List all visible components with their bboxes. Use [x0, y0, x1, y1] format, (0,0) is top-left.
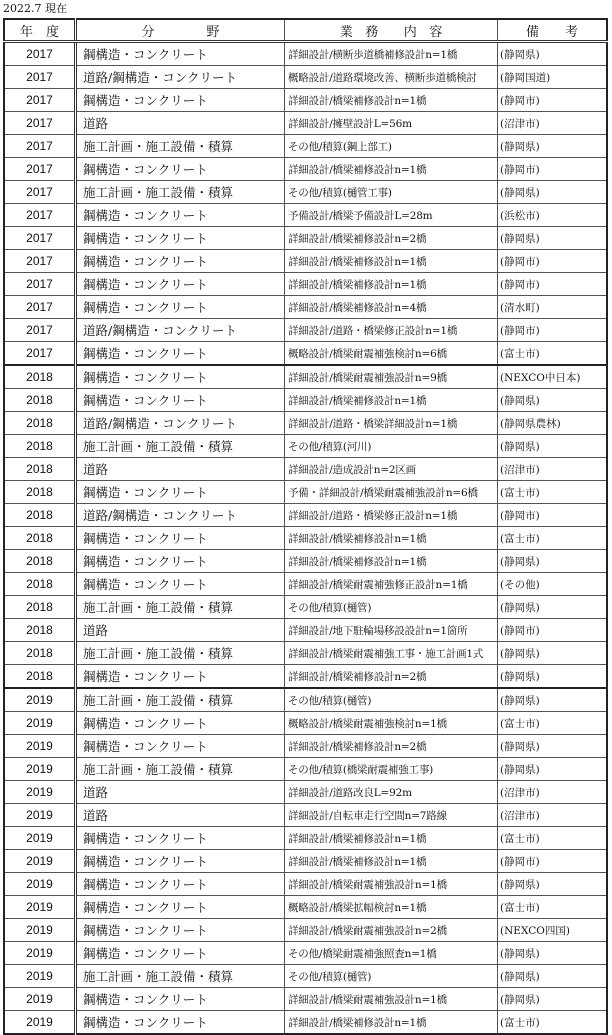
- row-note: (その他): [498, 573, 608, 596]
- table-row: [4, 781, 607, 804]
- row-year: 2019: [4, 942, 76, 965]
- row-field: 鋼構造・コンクリート: [76, 365, 285, 389]
- row-year: 2017: [4, 89, 76, 112]
- row-work: 詳細設計/橋梁補修設計n=1橋: [285, 389, 498, 412]
- row-year: 2018: [4, 435, 76, 458]
- row-note: (静岡県): [498, 642, 608, 665]
- row-field: 鋼構造・コンクリート: [76, 481, 285, 504]
- row-note: (富士市): [498, 827, 608, 850]
- row-year: 2019: [4, 804, 76, 827]
- row-year: 2018: [4, 642, 76, 665]
- row-work: 詳細設計/橋梁補修設計n=2橋: [285, 735, 498, 758]
- table-row: [4, 112, 607, 135]
- row-field: 鋼構造・コンクリート: [76, 850, 285, 873]
- row-note: (静岡県): [498, 596, 608, 619]
- table-row: [4, 665, 607, 689]
- project-history-table: [3, 18, 608, 1035]
- row-year: 2018: [4, 504, 76, 527]
- table-row: [4, 435, 607, 458]
- table-row: [4, 942, 607, 965]
- row-work: 詳細設計/地下駐輪場移設設計n=1箇所: [285, 619, 498, 642]
- row-year: 2019: [4, 988, 76, 1011]
- row-note: (静岡県): [498, 965, 608, 988]
- row-note: (静岡県): [498, 988, 608, 1011]
- row-work: その他/積算(樋管工事): [285, 181, 498, 204]
- document-date: 2022.7 現在: [3, 2, 67, 15]
- table-row: [4, 827, 607, 850]
- table-row: [4, 988, 607, 1011]
- row-year: 2018: [4, 596, 76, 619]
- row-field: 施工計画・施工設備・積算: [76, 688, 285, 712]
- row-year: 2018: [4, 412, 76, 435]
- row-field: 鋼構造・コンクリート: [76, 942, 285, 965]
- row-year: 2019: [4, 735, 76, 758]
- row-field: 施工計画・施工設備・積算: [76, 965, 285, 988]
- row-field: 鋼構造・コンクリート: [76, 158, 285, 181]
- row-note: (沼津市): [498, 458, 608, 481]
- row-field: 道路: [76, 804, 285, 827]
- row-year: 2017: [4, 296, 76, 319]
- row-work: 詳細設計/橋梁耐震補強設計n=9橋: [285, 365, 498, 389]
- row-note: (静岡市): [498, 89, 608, 112]
- row-note: (清水町): [498, 296, 608, 319]
- row-work: 概略設計/橋梁耐震補強検討n=6橋: [285, 342, 498, 366]
- row-note: (静岡市): [498, 619, 608, 642]
- row-year: 2019: [4, 781, 76, 804]
- row-field: 道路/鋼構造・コンクリート: [76, 412, 285, 435]
- table-row: [4, 481, 607, 504]
- row-field: 鋼構造・コンクリート: [76, 665, 285, 689]
- row-work: 詳細設計/道路改良L=92m: [285, 781, 498, 804]
- row-field: 道路/鋼構造・コンクリート: [76, 66, 285, 89]
- row-field: 道路: [76, 781, 285, 804]
- row-note: (沼津市): [498, 112, 608, 135]
- table-row: [4, 158, 607, 181]
- row-work: 詳細設計/橋梁補修設計n=1橋: [285, 827, 498, 850]
- row-year: 2017: [4, 135, 76, 158]
- row-note: (静岡県): [498, 181, 608, 204]
- table-row: [4, 504, 607, 527]
- row-note: (静岡県): [498, 135, 608, 158]
- row-note: (静岡市): [498, 850, 608, 873]
- row-work: 予備・詳細設計/橋梁耐震補強設計n=6橋: [285, 481, 498, 504]
- row-work: 詳細設計/造成設計n=2区画: [285, 458, 498, 481]
- row-note: (静岡県): [498, 550, 608, 573]
- row-work: 詳細設計/横断歩道橋補修設計n=1橋: [285, 42, 498, 66]
- row-field: 施工計画・施工設備・積算: [76, 596, 285, 619]
- table-row: [4, 688, 607, 712]
- row-work: 詳細設計/橋梁耐震補強修正設計n=1橋: [285, 573, 498, 596]
- row-field: 鋼構造・コンクリート: [76, 988, 285, 1011]
- row-work: 概略設計/道路環境改善、横断歩道橋検討: [285, 66, 498, 89]
- row-field: 鋼構造・コンクリート: [76, 227, 285, 250]
- table-row: [4, 573, 607, 596]
- row-note: (静岡県): [498, 735, 608, 758]
- row-year: 2018: [4, 573, 76, 596]
- table-row: [4, 642, 607, 665]
- row-note: (静岡県農林): [498, 412, 608, 435]
- table-row: [4, 873, 607, 896]
- row-field: 鋼構造・コンクリート: [76, 342, 285, 366]
- table-header-row: [4, 19, 607, 42]
- header-note: 備 考: [498, 19, 608, 42]
- row-work: 詳細設計/橋梁耐震補強設計n=1橋: [285, 988, 498, 1011]
- row-work: 詳細設計/橋梁補修設計n=1橋: [285, 1011, 498, 1035]
- row-note: (静岡市): [498, 273, 608, 296]
- row-year: 2017: [4, 42, 76, 66]
- row-work: 詳細設計/橋梁補修設計n=4橋: [285, 296, 498, 319]
- row-field: 鋼構造・コンクリート: [76, 1011, 285, 1035]
- row-field: 施工計画・施工設備・積算: [76, 135, 285, 158]
- table-row: [4, 550, 607, 573]
- row-year: 2019: [4, 919, 76, 942]
- row-field: 道路: [76, 112, 285, 135]
- row-year: 2019: [4, 1011, 76, 1035]
- row-work: 詳細設計/擁壁設計L=56m: [285, 112, 498, 135]
- row-year: 2018: [4, 527, 76, 550]
- table-row: [4, 227, 607, 250]
- table-row: [4, 712, 607, 735]
- row-work: その他/積算(樋管): [285, 688, 498, 712]
- row-note: (静岡市): [498, 319, 608, 342]
- row-work: その他/積算(橋梁耐震補強工事): [285, 758, 498, 781]
- row-year: 2017: [4, 273, 76, 296]
- row-field: 道路: [76, 458, 285, 481]
- row-work: 詳細設計/橋梁補修設計n=2橋: [285, 665, 498, 689]
- row-work: その他/橋梁耐震補強照査n=1橋: [285, 942, 498, 965]
- row-note: (静岡国道): [498, 66, 608, 89]
- row-work: 詳細設計/道路・橋梁詳細設計n=1橋: [285, 412, 498, 435]
- row-year: 2018: [4, 665, 76, 689]
- row-year: 2019: [4, 850, 76, 873]
- row-note: (富士市): [498, 481, 608, 504]
- table-row: [4, 296, 607, 319]
- row-note: (静岡県): [498, 873, 608, 896]
- row-year: 2019: [4, 965, 76, 988]
- row-note: (浜松市): [498, 204, 608, 227]
- row-field: 施工計画・施工設備・積算: [76, 642, 285, 665]
- row-note: (富士市): [498, 712, 608, 735]
- row-year: 2017: [4, 66, 76, 89]
- row-note: (静岡県): [498, 665, 608, 689]
- row-year: 2017: [4, 250, 76, 273]
- row-year: 2018: [4, 550, 76, 573]
- row-field: 鋼構造・コンクリート: [76, 550, 285, 573]
- row-field: 施工計画・施工設備・積算: [76, 758, 285, 781]
- table-row: [4, 1011, 607, 1035]
- row-year: 2017: [4, 204, 76, 227]
- row-field: 鋼構造・コンクリート: [76, 573, 285, 596]
- row-field: 施工計画・施工設備・積算: [76, 181, 285, 204]
- row-year: 2017: [4, 227, 76, 250]
- row-note: (富士市): [498, 1011, 608, 1035]
- row-field: 鋼構造・コンクリート: [76, 273, 285, 296]
- row-field: 鋼構造・コンクリート: [76, 389, 285, 412]
- row-note: (静岡県): [498, 758, 608, 781]
- row-note: (NEXCO中日本): [498, 365, 608, 389]
- table-row: [4, 135, 607, 158]
- row-note: (静岡市): [498, 250, 608, 273]
- row-note: (静岡県): [498, 435, 608, 458]
- row-field: 鋼構造・コンクリート: [76, 735, 285, 758]
- row-work: 詳細設計/橋梁補修設計n=1橋: [285, 527, 498, 550]
- row-work: 詳細設計/橋梁補修設計n=1橋: [285, 850, 498, 873]
- row-note: (沼津市): [498, 804, 608, 827]
- row-work: 概略設計/橋梁耐震補強検討n=1橋: [285, 712, 498, 735]
- row-year: 2018: [4, 389, 76, 412]
- row-year: 2018: [4, 365, 76, 389]
- row-work: 詳細設計/橋梁補修設計n=1橋: [285, 550, 498, 573]
- row-field: 鋼構造・コンクリート: [76, 89, 285, 112]
- row-field: 道路: [76, 619, 285, 642]
- row-note: (富士市): [498, 527, 608, 550]
- row-field: 道路/鋼構造・コンクリート: [76, 504, 285, 527]
- row-work: 詳細設計/橋梁耐震補強設計n=2橋: [285, 919, 498, 942]
- row-field: 施工計画・施工設備・積算: [76, 435, 285, 458]
- table-row: [4, 66, 607, 89]
- row-field: 道路/鋼構造・コンクリート: [76, 319, 285, 342]
- table-row: [4, 758, 607, 781]
- row-year: 2018: [4, 458, 76, 481]
- table-row: [4, 965, 607, 988]
- row-field: 鋼構造・コンクリート: [76, 296, 285, 319]
- table-row: [4, 89, 607, 112]
- row-work: その他/積算(鋼上部工): [285, 135, 498, 158]
- row-note: (静岡県): [498, 389, 608, 412]
- row-note: (静岡県): [498, 42, 608, 66]
- row-note: (沼津市): [498, 781, 608, 804]
- row-year: 2017: [4, 181, 76, 204]
- row-year: 2019: [4, 712, 76, 735]
- table-row: [4, 42, 607, 66]
- row-work: 詳細設計/道路・橋梁修正設計n=1橋: [285, 504, 498, 527]
- header-year: 年 度: [4, 19, 76, 42]
- row-note: (静岡県): [498, 227, 608, 250]
- row-year: 2019: [4, 873, 76, 896]
- table-row: [4, 596, 607, 619]
- row-note: (静岡市): [498, 504, 608, 527]
- row-year: 2018: [4, 481, 76, 504]
- row-work: その他/積算(樋管): [285, 596, 498, 619]
- row-work: 詳細設計/橋梁補修設計n=2橋: [285, 227, 498, 250]
- header-work: 業 務 内 容: [285, 19, 498, 42]
- row-note: (静岡市): [498, 158, 608, 181]
- header-field: 分 野: [76, 19, 285, 42]
- row-field: 鋼構造・コンクリート: [76, 250, 285, 273]
- table-row: [4, 919, 607, 942]
- table-row: [4, 896, 607, 919]
- table-row: [4, 804, 607, 827]
- row-year: 2018: [4, 619, 76, 642]
- row-field: 鋼構造・コンクリート: [76, 204, 285, 227]
- row-field: 鋼構造・コンクリート: [76, 712, 285, 735]
- row-work: 予備設計/橋梁予備設計L=28m: [285, 204, 498, 227]
- row-note: (富士市): [498, 342, 608, 366]
- row-year: 2017: [4, 342, 76, 366]
- row-year: 2019: [4, 688, 76, 712]
- row-work: 詳細設計/橋梁補修設計n=1橋: [285, 89, 498, 112]
- row-note: (静岡県): [498, 942, 608, 965]
- row-note: (NEXCO四国): [498, 919, 608, 942]
- row-work: 詳細設計/橋梁補修設計n=1橋: [285, 158, 498, 181]
- table-row: [4, 365, 607, 389]
- row-year: 2017: [4, 158, 76, 181]
- table-row: [4, 342, 607, 366]
- table-row: [4, 619, 607, 642]
- table-row: [4, 204, 607, 227]
- table-row: [4, 458, 607, 481]
- row-field: 鋼構造・コンクリート: [76, 896, 285, 919]
- row-work: 概略設計/橋梁拡幅検討n=1橋: [285, 896, 498, 919]
- row-note: (富士市): [498, 896, 608, 919]
- table-body: [4, 42, 607, 1035]
- row-work: 詳細設計/橋梁耐震補強設計n=1橋: [285, 873, 498, 896]
- table-row: [4, 181, 607, 204]
- row-year: 2019: [4, 758, 76, 781]
- row-field: 鋼構造・コンクリート: [76, 42, 285, 66]
- row-field: 鋼構造・コンクリート: [76, 527, 285, 550]
- table-row: [4, 735, 607, 758]
- row-field: 鋼構造・コンクリート: [76, 873, 285, 896]
- row-year: 2019: [4, 896, 76, 919]
- row-work: その他/積算(河川): [285, 435, 498, 458]
- row-work: 詳細設計/橋梁補修設計n=1橋: [285, 250, 498, 273]
- table-row: [4, 850, 607, 873]
- row-note: (静岡県): [498, 688, 608, 712]
- row-year: 2017: [4, 112, 76, 135]
- table-row: [4, 412, 607, 435]
- row-field: 鋼構造・コンクリート: [76, 827, 285, 850]
- table-row: [4, 250, 607, 273]
- row-work: 詳細設計/道路・橋梁修正設計n=1橋: [285, 319, 498, 342]
- row-year: 2017: [4, 319, 76, 342]
- row-work: その他/積算(樋管): [285, 965, 498, 988]
- row-field: 鋼構造・コンクリート: [76, 919, 285, 942]
- table-row: [4, 273, 607, 296]
- row-year: 2019: [4, 827, 76, 850]
- table-row: [4, 527, 607, 550]
- row-work: 詳細設計/自転車走行空間n=7路線: [285, 804, 498, 827]
- table-row: [4, 389, 607, 412]
- row-work: 詳細設計/橋梁耐震補強工事・施工計画1式: [285, 642, 498, 665]
- row-work: 詳細設計/橋梁補修設計n=1橋: [285, 273, 498, 296]
- table-row: [4, 319, 607, 342]
